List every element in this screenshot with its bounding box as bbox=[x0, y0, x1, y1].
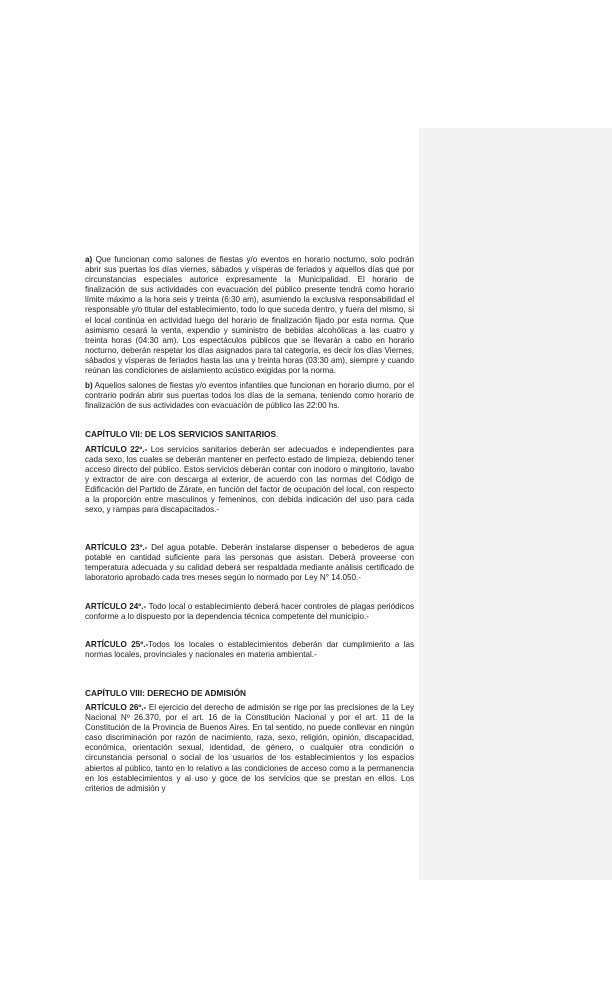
article-25-text: Todos los locales o establecimientos deberán dar cumplimiento a las normas locales, provinciales y nacionales en materia ambiental.- bbox=[85, 639, 415, 659]
paragraph-b-label: b) bbox=[85, 381, 93, 391]
article-23 bbox=[85, 543, 414, 583]
paragraph-a bbox=[85, 255, 414, 376]
article-24-label: ARTÍCULO 24º.- bbox=[85, 601, 147, 611]
comment-margin-panel bbox=[419, 128, 612, 880]
paragraph-a-label: a) bbox=[85, 255, 93, 264]
document-body bbox=[85, 255, 414, 794]
article-22 bbox=[85, 445, 414, 516]
chapter-7-heading bbox=[85, 429, 414, 439]
article-25 bbox=[85, 640, 414, 660]
article-23-label: ARTÍCULO 23º.- bbox=[85, 543, 148, 553]
article-26-label: ARTÍCULO 26º.- bbox=[85, 703, 147, 712]
article-22-label: ARTÍCULO 22º.- bbox=[85, 444, 148, 454]
paragraph-b bbox=[85, 381, 414, 411]
article-25-label: ARTÍCULO 25º.- bbox=[85, 639, 149, 649]
chapter-7-title: CAPÍTULO VII: DE LOS SERVICIOS SANITARIOS bbox=[85, 429, 277, 440]
paragraph-a-text: Que funcionan como salones de fiestas y/o eventos en horario nocturno, solo podrán abrir sus puertas los días viernes, sábados y vísperas de feriados y aquellos días que por circunstancias especiales autorice expresamente la Municipalidad. El horario de finalización de sus actividades con evacuación del público presente tendrá como horario límite máximo a la hora seis y treinta (6:30 am), asumiendo la exclusiva responsabilidad el responsable y/o titular del establecimiento, todo lo que suceda dentro, y fuera del mismo, si el local continúa en actividad luego del horario de finalización fijado por esta norma. Que asimismo cesará la venta, expendio y suministro de bebidas alcohólicas a las cuatro y treinta horas (04:30 am). Los espectáculos públicos que se llevarán a cabo en horario nocturno, deberán respetar los días asignados para tal categoría, es decir los días Viernes, sábados y vísperas de feriados hasta las una y treinta horas (03:30 am), siempre y cuando reúnan las condiciones de aislamiento acústico exigidas por la norma. bbox=[85, 255, 414, 376]
chapter-8-title: CAPÍTULO VIII: DERECHO DE ADMISIÓN bbox=[85, 687, 247, 698]
article-22-text: Los servicios sanitarios deberán ser adecuados e independientes para cada sexo, los cuales se deberán mantener en perfecto estado de limpieza, debiendo tener acceso directo del público. Estos servicios deberán contar con inodoro o mingitorio, lavabo y extractor de aire con descarga al exterior, de acuerdo con las normas del Código de Edificación del Partido de Zárate, en función del factor de ocupación del local, con respecto a la proporción entre masculinos y femeninos, con debida indicación del uso para cada sexo, y rampas para discapacitados.- bbox=[85, 444, 414, 515]
chapter-7-title-end: . bbox=[276, 429, 279, 440]
chapter-8-heading bbox=[85, 688, 414, 698]
article-23-text: Del agua potable. Deberán instalarse dispenser o bebederos de agua potable en cantidad suficiente para las personas que asistan. Deberá proveerse con temperatura adecuada y su calidad deberá ser respaldada mediante análisis certificado de laboratorio aprobado cada tres meses según lo normado por Ley N° 14.050.- bbox=[85, 543, 415, 583]
article-24 bbox=[85, 602, 414, 622]
paragraph-b-text: Aquellos salones de fiestas y/o eventos infantiles que funcionan en horario diurno, por el contrario podrán abrir sus puertas todos los días de la semana, teniendo como horario de finalización de sus actividades con evacuación de público las 22:00 hs. bbox=[85, 381, 414, 411]
article-24-text: Todo local o establecimiento deberá hacer controles de plagas periódicos conforme a lo dispuesto por la dependencia técnica competente del municipio.- bbox=[85, 601, 415, 621]
article-26 bbox=[85, 703, 414, 794]
article-26-text: El ejercicio del derecho de admisión se rige por las precisiones de la Ley Nacional Nº 26.370, por el art. 16 de la Constitución Nacional y por el art. 11 de la Constitución de la Provincia de Buenos Aires. En tal sentido, no puede conllevar en ningún caso discriminación por razón de nacimiento, raza, sexo, religión, opinión, discapacidad, económica, orientación sexual, identidad, de género, o cualquier otra condición o circunstancia personal o social de los usuarios de los establecimientos y los espacios abiertos al público, tanto en lo relativo a las condiciones de acceso como a la permanencia en los establecimientos y al uso y goce de los servicios que se prestan en ellos. Los criterios de admisión y bbox=[85, 703, 414, 793]
